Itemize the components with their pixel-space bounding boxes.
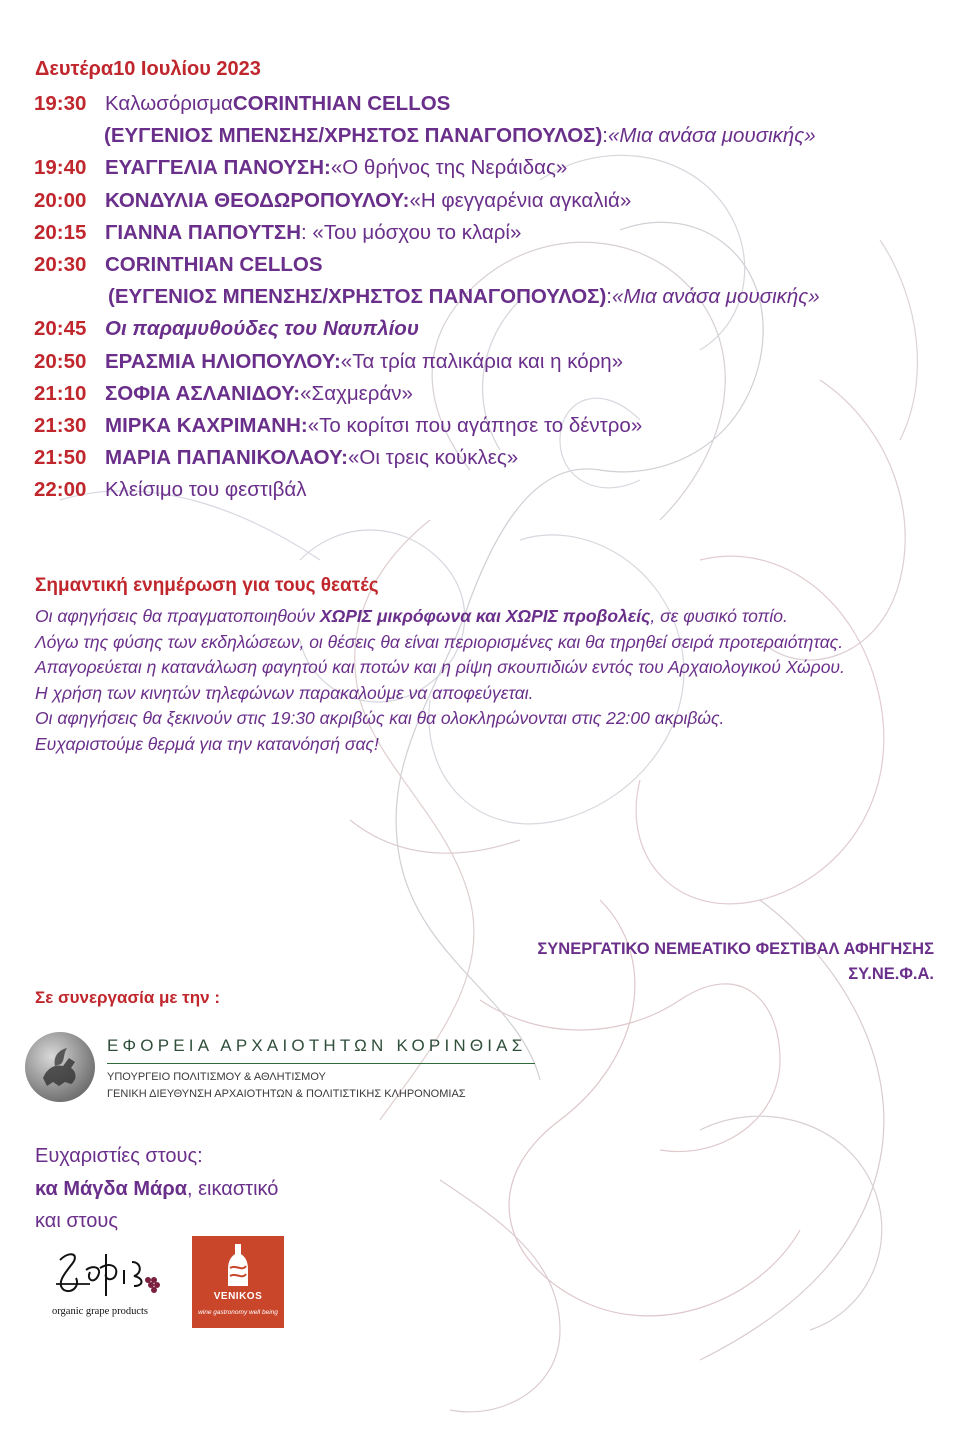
- sofia-logo: [50, 1240, 165, 1320]
- program-row: [34, 313, 934, 345]
- thanks-heading: Ευχαριστίες στους:: [35, 1145, 203, 1167]
- program-performer: ΚΟΝΔΥΛΙΑ ΘΕΟΔΩΡΟΠΟΥΛΟΥ:: [105, 188, 410, 212]
- program-row: [34, 249, 934, 281]
- festival-acronym: ΣΥ.ΝΕ.Φ.Α.: [848, 965, 934, 983]
- wine-bottle-icon: [192, 1236, 284, 1291]
- thanks-artist: [35, 1173, 278, 1206]
- program-title: «Μια ανάσα μουσικής»: [608, 124, 816, 148]
- program-title: «Το κορίτσι που αγάπησε το δέντρο»: [307, 413, 643, 437]
- program-performer: (ΕΥΓΕΝΙΟΣ ΜΠΕΝΣΗΣ/ΧΡΗΣΤΟΣ ΠΑΝΑΓΟΠΟΥΛΟΣ): [104, 124, 603, 148]
- ephorate-divider: [107, 1063, 535, 1064]
- program-time: 21:30: [34, 413, 87, 437]
- program-performer: CORINTHIAN CELLOS: [105, 253, 323, 277]
- program-row: [34, 185, 934, 217]
- program-intro: Κλείσιμο του φεστιβάλ: [105, 478, 307, 502]
- program-row: [34, 120, 934, 152]
- program-performer: ΓΙΑΝΝΑ ΠΑΠΟΥΤΣΗ: [105, 220, 302, 244]
- program-separator: :: [606, 285, 612, 309]
- ephorate-ministry: ΥΠΟΥΡΓΕΙΟ ΠΟΛΙΤΙΣΜΟΥ & ΑΘΛΗΤΙΣΜΟΥ: [107, 1071, 326, 1083]
- program-title: «Ο θρήνος της Νεράιδας»: [330, 156, 568, 180]
- program-time: 19:30: [34, 92, 87, 116]
- program-row: [34, 474, 934, 506]
- notice-paragraph: Απαγορεύεται η κατανάλωση φαγητού και ποτών και η ρίψη σκουπιδιών εντός του Αρχαιολογικού Χώρου.: [35, 657, 845, 678]
- program-row: [34, 88, 934, 120]
- program-row: [34, 346, 934, 378]
- event-date: Δευτέρα10 Ιουλίου 2023: [35, 58, 261, 80]
- pegasus-coin-icon: [25, 1032, 95, 1102]
- notice-paragraph: Λόγω της φύσης των εκδηλώσεων, οι θέσεις θα είναι περιορισμένες και θα τηρηθεί σειρά προτεραιότητας.: [35, 631, 844, 652]
- program-separator: :: [602, 124, 608, 148]
- program-row: [34, 217, 934, 249]
- program-time: 20:45: [34, 317, 87, 341]
- program-performer: ΜΙΡΚΑ ΚΑΧΡΙΜΑΝΗ:: [105, 413, 308, 437]
- program-time: 20:30: [34, 253, 87, 277]
- festival-signature: [537, 937, 934, 987]
- program-row: [34, 410, 934, 442]
- notice-text: Οι αφηγήσεις θα πραγματοποιηθούν: [35, 606, 320, 626]
- sofia-signature-icon: [50, 1240, 165, 1304]
- venikos-logo: [192, 1236, 284, 1328]
- program-title: «Σαχμεράν»: [300, 381, 413, 405]
- program-performer: ΕΥΑΓΓΕΛΙΑ ΠΑΝΟΥΣΗ:: [105, 156, 331, 180]
- program-title: «Οι τρεις κούκλες»: [348, 446, 519, 470]
- ephorate-directorate: ΓΕΝΙΚΗ ΔΙΕΥΘΥΝΣΗ ΑΡΧΑΙΟΤΗΤΩΝ & ΠΟΛΙΤΙΣΤΙΚΗΣ ΚΛΗΡΟΝΟΜΙΑΣ: [107, 1088, 466, 1100]
- ephorate-name: ΕΦΟΡΕΙΑ ΑΡΧΑΙΟΤΗΤΩΝ ΚΟΡΙΝΘΙΑΣ: [107, 1036, 527, 1055]
- program-time: 19:40: [34, 156, 87, 180]
- program-time: 20:00: [34, 188, 87, 212]
- program-performer: ΣΟΦΙΑ ΑΣΛΑΝΙΔΟΥ:: [105, 381, 301, 405]
- program-title: «Η φεγγαρένια αγκαλιά»: [409, 188, 632, 212]
- artist-role: , εικαστικό: [187, 1177, 279, 1200]
- notice-paragraph: Ευχαριστούμε θερμά για την κατανόησή σας!: [35, 733, 379, 754]
- artist-name: κα Μάγδα Μάρα: [35, 1177, 188, 1200]
- program-row: [34, 442, 934, 474]
- notice-body: [35, 604, 935, 758]
- program-list: [34, 88, 934, 506]
- program-title: : «Του μόσχου το κλαρί»: [301, 220, 522, 244]
- notice-paragraph: Οι αφηγήσεις θα ξεκινούν στις 19:30 ακριβώς και θα ολοκληρώνονται στις 22:00 ακριβώς.: [35, 708, 725, 729]
- festival-name: ΣΥΝΕΡΓΑΤΙΚΟ ΝΕΜΕΑΤΙΚΟ ΦΕΣΤΙΒΑΛ ΑΦΗΓΗΣΗΣ: [537, 940, 934, 958]
- notice-heading: Σημαντική ενημέρωση για τους θεατές: [35, 575, 379, 596]
- program-performer: ΕΡΑΣΜΙΑ ΗΛΙΟΠΟΥΛΟΥ:: [105, 349, 341, 373]
- program-title: CORINTHIAN CELLOS: [232, 92, 451, 116]
- program-time: 21:10: [34, 381, 87, 405]
- notice-paragraph: [35, 604, 935, 630]
- program-performer: Οι παραμυθούδες του Ναυπλίου: [105, 317, 419, 341]
- thanks-section: [35, 1140, 278, 1238]
- notice-emphasis: ΧΩΡΙΣ μικρόφωνα και ΧΩΡΙΣ προβολείς: [319, 606, 651, 626]
- sofia-caption: organic grape products: [52, 1306, 149, 1317]
- ephorate-logo: [25, 1028, 545, 1108]
- program-title: «Τα τρία παλικάρια και η κόρη»: [340, 349, 624, 373]
- program-time: 21:50: [34, 446, 87, 470]
- venikos-tagline: wine gastronomy well being: [198, 1309, 278, 1316]
- program-intro: Καλωσόρισμα: [105, 92, 233, 116]
- program-performer: ΜΑΡΙΑ ΠΑΠΑΝΙΚΟΛΑΟΥ:: [105, 446, 349, 470]
- program-title: «Μια ανάσα μουσικής»: [612, 285, 820, 309]
- program-time: 20:50: [34, 349, 87, 373]
- program-row: [34, 281, 934, 313]
- program-row: [34, 378, 934, 410]
- notice-paragraph: Η χρήση των κινητών τηλεφώνων παρακαλούμε να αποφεύγεται.: [35, 682, 534, 703]
- program-performer: (ΕΥΓΕΝΙΟΣ ΜΠΕΝΣΗΣ/ΧΡΗΣΤΟΣ ΠΑΝΑΓΟΠΟΥΛΟΣ): [108, 285, 607, 309]
- notice-text: , σε φυσικό τοπίο.: [650, 606, 788, 626]
- program-time: 22:00: [34, 478, 87, 502]
- collaboration-label: Σε συνεργασία με την :: [35, 988, 220, 1007]
- thanks-also: και στους: [35, 1210, 118, 1232]
- program-time: 20:15: [34, 220, 87, 244]
- venikos-name: VENIKOS: [213, 1291, 263, 1302]
- program-row: [34, 152, 934, 184]
